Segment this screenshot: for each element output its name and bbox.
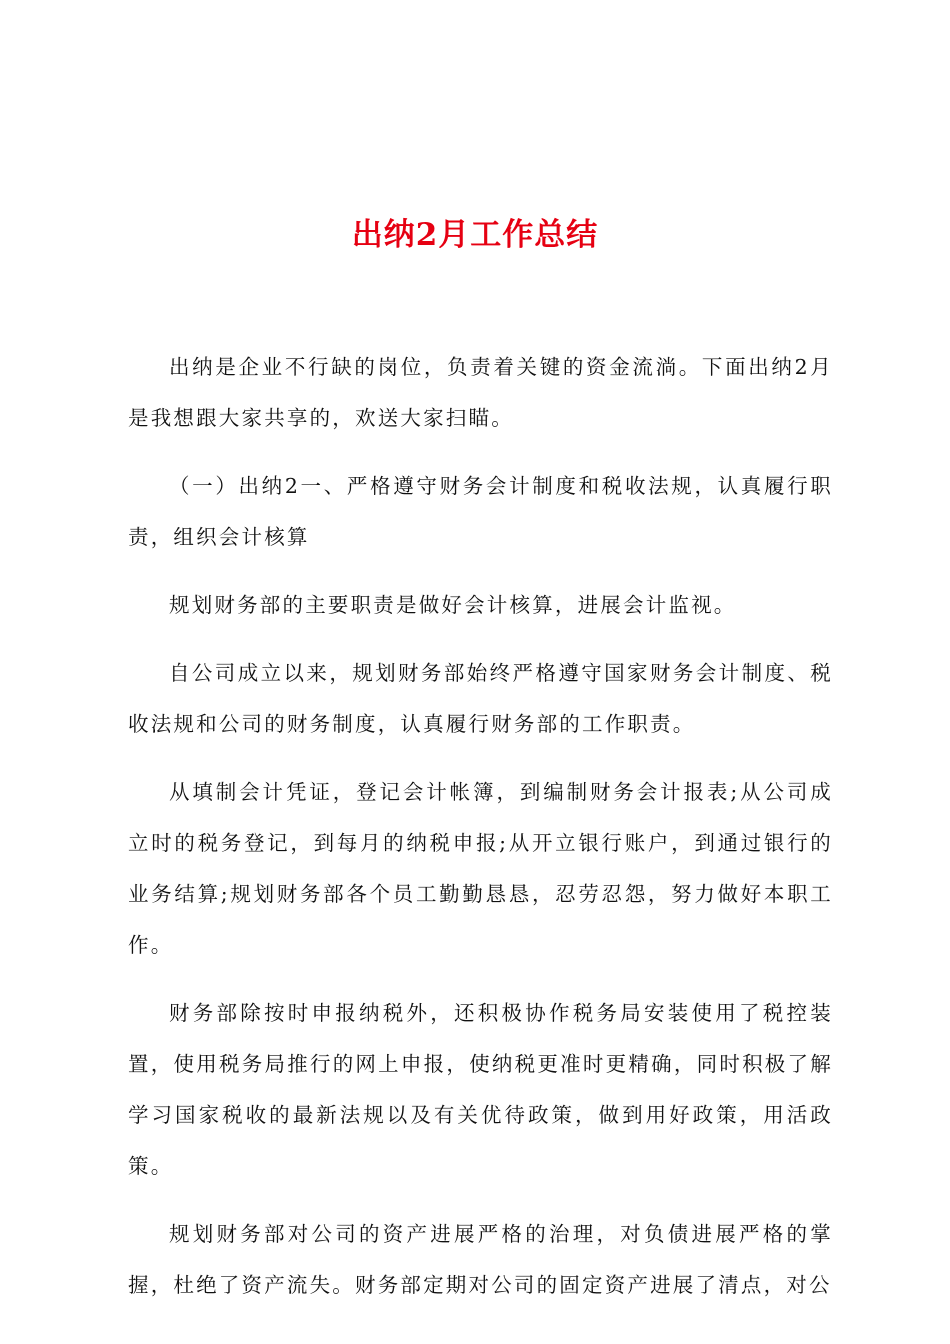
paragraph-daily-work: 从填制会计凭证，登记会计帐簿，到编制财务会计报表;从公司成立时的税务登记，到每月的纳税申报;从开立银行账户，到通过银行的业务结算;规划财务部各个员工勤勤恳恳，忍劳忍怨，努力做好本职工作。 <box>128 780 833 957</box>
paragraph-tax: 财务部除按时申报纳税外，还积极协作税务局安装使用了税控装置，使用税务局推行的网上申报，使纳税更准时更精确，同时积极了解学习国家税收的最新法规以及有关优待政策，做到用好政策，用活政策。 <box>128 1001 833 1178</box>
paragraph-compliance: 自公司成立以来，规划财务部始终严格遵守国家财务会计制度、税收法规和公司的财务制度，认真履行财务部的工作职责。 <box>128 661 833 736</box>
paragraph-assets: 规划财务部对公司的资产进展严格的治理，对负债进展严格的掌握，杜绝了资产流失。财务部定期对公司的固定资产进展了清点，对公 <box>128 1222 833 1297</box>
paragraph-section-heading: （一）出纳2一、严格遵守财务会计制度和税收法规，认真履行职责，组织会计核算 <box>128 474 833 549</box>
paragraph-main-duty: 规划财务部的主要职责是做好会计核算，进展会计监视。 <box>169 593 737 617</box>
document-title: 出纳2月工作总结 <box>351 217 599 253</box>
paragraph-intro: 出纳是企业不行缺的岗位，负责着关键的资金流淌。下面出纳2月是我想跟大家共享的，欢送大家扫瞄。 <box>128 355 833 430</box>
document-body <box>128 342 833 1328</box>
